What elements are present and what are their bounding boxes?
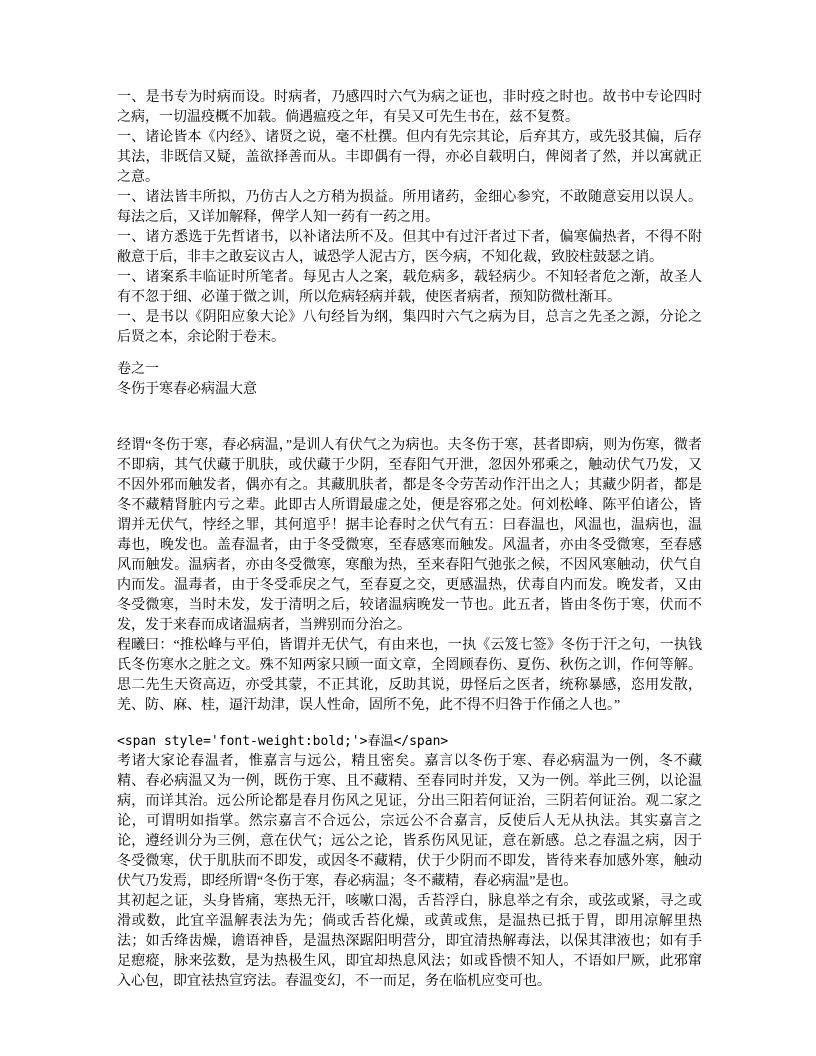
blank-gap — [117, 400, 702, 436]
guideline-paragraph-6: 一、是书以《阴阳应象大论》八句经旨为纲，集四时六气之病为目，总言之先圣之源，分论之后贤之本，余论附于卷末。 — [117, 310, 702, 345]
blank-gap — [117, 716, 702, 732]
guideline-paragraph-2: 一、诸论皆本《内经》、诸贤之说，毫不杜撰。但内有先宗其论，后弃其方，或先驳其偏，后存其法，非既信又疑，盖欲择善而从。丰即偶有一得，亦必自载明白，俾阅者了然，并以寓就正之意。 — [117, 130, 702, 185]
essay-paragraph-2: 程曦曰：“推松峰与平伯，皆谓并无伏气，有由来也，一执《云笈七签》冬伤于汗之句，一执钱氏冬伤寒水之脏之文。殊不知两家只顾一面文章，全罔顾春伤、夏伤、秋伤之训，作何等解。思二先生天资高迈，亦受其蒙，不正其讹，反助其说，毋怪后之医者，统称暴感，恣用发散，羌、防、麻、桂，逼汗劫津，误人性命，固所不免，此不得不归咎于作俑之人也。” — [117, 638, 702, 713]
guideline-paragraph-3: 一、诸法皆丰所拟，乃仿古人之方稍为损益。所用诸药，金细心参究，不敢随意妄用以误人。每法之后，又详加解释，俾学人知一药有一药之用。 — [117, 190, 702, 225]
raw-html-span-text: <span style='font-weight:bold;'>春温</span> — [117, 734, 449, 749]
page-content — [117, 88, 702, 992]
chapter-title: 冬伤于寒春必病温大意 — [117, 382, 257, 397]
volume-title: 卷之一 — [117, 362, 159, 377]
spring-warmth-paragraph-1: 考诸大家论春温者，惟嘉言与远公，精且密矣。嘉言以冬伤于寒、春必病温为一例，冬不藏精、春必病温又为一例，既伤于寒、且不藏精、至春同时并发，又为一例。举此三例，以论温病，而详其治。远公所论都是春月伤风之见证，分出三阳若何证治，三阴若何证治。观二家之论，可谓明如指掌。然宗嘉言不合远公，宗远公不合嘉言，反使后人无从执法。其实嘉言之论，遵经训分为三例，意在伏气；远公之论，皆系伤风见证，意在新感。总之春温之病，因于冬受微寒，伏于肌肤而不即发，或因冬不藏精，伏于少阴而不即发，皆待来春加感外寒，触动伏气乃发焉，即经所谓“冬伤于寒，春必病温；冬不藏精，春必病温”是也。 — [117, 754, 702, 889]
guideline-paragraph-4: 一、诸方悉选于先哲诸书，以补诸法所不及。但其中有过汗者过下者，偏寒偏热者，不得不附敝意于后，非丰之敢妄议古人，诚恐学人泥古方，医今病，不知化裁，致胶柱鼓瑟之诮。 — [117, 230, 702, 265]
spring-warmth-paragraph-2: 其初起之证，头身皆痛，寒热无汗，咳嗽口渴，舌苔浮白，脉息举之有余，或弦或紧，寻之或滑或数，此宜辛温解表法为先；倘或舌苔化燥，或黄或焦，是温热已抵于胃，即用凉解里热法；如舌绛齿燥，谵语神昏，是温热深踞阳明营分，即宜清热解毒法，以保其津液也；如有手足瘛瘲，脉来弦数，是为热极生风，即宜却热息风法；如或昏愦不知人，不语如尸厥，此邪窜入心包，即宜祛热宣窍法。春温变幻，不一而足，务在临机应变可也。 — [117, 894, 702, 989]
guideline-paragraph-5: 一、诸案系丰临证时所笔者。每见古人之案，载危病多，载轻病少。不知轻者危之渐，故圣人有不忽于细、必谨于微之训，所以危病轻病并载，使医者病者，预知防微杜渐耳。 — [117, 270, 702, 305]
guideline-paragraph-1: 一、是书专为时病而设。时病者，乃感四时六气为病之证也，非时疫之时也。故书中专论四时之病，一切温疫概不加载。倘遇瘟疫之年，有吴又可先生书在，兹不复赘。 — [117, 90, 702, 125]
essay-paragraph-1: 经谓“冬伤于寒，春必病温，”是训人有伏气之为病也。夫冬伤于寒，甚者即病，则为伤寒，微者不即病，其气伏藏于肌肤，或伏藏于少阴，至春阳气开泄，忽因外邪乘之，触动伏气乃发，又不因外邪而触发者，偶亦有之。其藏肌肤者，都是冬令劳苦动作汗出之人；其藏少阴者，都是冬不藏精肾脏内亏之辈。此即古人所谓最虚之处，便是容邪之处。何刘松峰、陈平伯诸公，皆谓并无伏气，悖经之罪，其何逭乎！据丰论春时之伏气有五：曰春温也，风温也，温病也，温毒也，晚发也。盖春温者，由于冬受微寒，至春感寒而触发。风温者，亦由冬受微寒，至春感风而触发。温病者，亦由冬受微寒，寒酿为热，至来春阳气弛张之候，不因风寒触动，伏气自内而发。温毒者，由于冬受乖戾之气，至春夏之交，更感温热，伏毒自内而发。晚发者，又由冬受微寒，当时未发，发于清明之后，较诸温病晚发一节也。此五者，皆由冬伤于寒，伏而不发，发于来春而成诸温病者，当辨别而分治之。 — [117, 438, 702, 633]
blank-gap — [117, 348, 702, 360]
